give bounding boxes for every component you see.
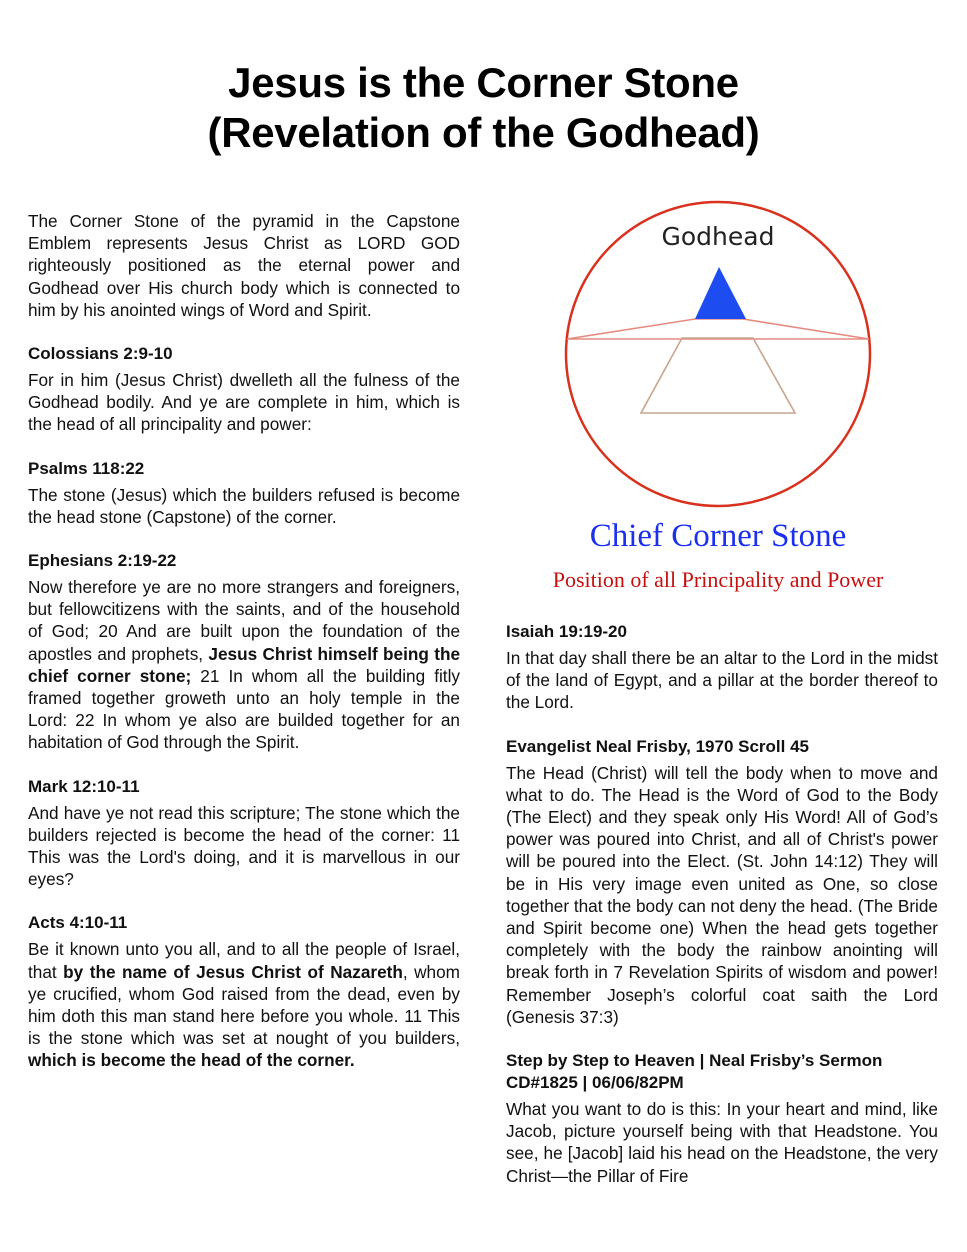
emblem-godhead-label: Godhead: [661, 222, 775, 251]
chief-corner-stone-title: Chief Corner Stone: [589, 518, 847, 554]
isaiah-heading: Isaiah 19:19-20: [506, 622, 627, 641]
ephesians-text: [28, 576, 460, 754]
capstone-emblem: [564, 199, 872, 509]
acts-heading: Acts 4:10-11: [28, 913, 128, 933]
ephesians-text-part-b: 21 In whom all the building fitly framed together groweth unto an holy temple in the Lord: 22 In whom ye also are builded together for an habitation of God through the Spirit.: [28, 665, 460, 753]
mark-heading: Mark 12:10-11: [28, 776, 140, 796]
psalms-text: The stone (Jesus) which the builders refused is become the head stone (Capstone) of the corner.: [28, 484, 460, 527]
colossians-heading: Colossians 2:9-10: [28, 344, 173, 364]
page-title: [0, 58, 967, 158]
isaiah-text: In that day shall there be an altar to the Lord in the midst of the land of Egypt, and a pillar at the border thereof to the Lord.: [506, 648, 938, 713]
sermon-block: [506, 1050, 938, 1187]
acts-text-part-a: Be it known unto you all, and to all the people of Israel, that: [28, 939, 460, 982]
right-column: [506, 621, 938, 1209]
acts-text-bold-2: which is become the head of the corner.: [28, 1050, 355, 1071]
mark-text: And have ye not read this scripture; The stone which the builders rejected is become the head of the corner: 11 This was the Lord's doing, and it is marvellous in our eyes?: [28, 802, 460, 890]
ephesians-heading: Ephesians 2:19-22: [28, 551, 177, 571]
sermon-heading: Step by Step to Heaven | Neal Frisby’s Sermon CD#1825 | 06/06/82PM: [506, 1051, 883, 1093]
intro-paragraph: The Corner Stone of the pyramid in the Capstone Emblem represents Jesus Christ as LORD GOD righteously positioned as the eternal power and Godhead over His church body which is connected to him by his anointed wings of Word and Spirit.: [28, 211, 460, 320]
acts-text-bold-1: by the name of Jesus Christ of Nazareth: [63, 961, 403, 982]
ephesians-text-part-a: Now therefore ye are no more strangers and foreigners, but fellowcitizens with the saints, and of the household of God; 20 And are built upon the foundation of the apostles and prophets,: [28, 577, 460, 664]
ephesians-text-bold: Jesus Christ himself being the chief corner stone;: [28, 643, 461, 686]
frisby-scroll-heading: Evangelist Neal Frisby, 1970 Scroll 45: [506, 736, 810, 756]
ephesians-block: [28, 550, 460, 754]
left-column: [28, 210, 460, 1094]
title-line-2: (Revelation of the Godhead): [207, 109, 760, 156]
colossians-block: [28, 343, 460, 436]
acts-block: [28, 912, 460, 1071]
frisby-scroll-block: [506, 736, 938, 1028]
psalms-heading: Psalms 118:22: [28, 458, 145, 478]
sermon-text: What you want to do is this: In your heart and mind, like Jacob, picture yourself being with that Headstone. You see, he [Jacob] laid his head on the Headstone, the very Christ—the Pillar of Fire: [506, 1099, 938, 1186]
intro-block: [28, 210, 460, 321]
psalms-block: [28, 458, 460, 528]
frisby-scroll-text: The Head (Christ) will tell the body when to move and what to do. The Head is the Word of God to the Body (The Elect) and they speak only His Word! All of God’s power was poured into Christ, and all of Christ's power will be poured into the Elect. (St. John 14:12) They will be in His very image even united as One, so close together that the body can not deny the head. (The Bride and Spirit become one) When the head gets together completely with the body the rainbow anointing will break forth in 7 Revelation Spirits of wisdom and power! Remember Joseph’s colorful coat saith the Lord (Genesis 37:3): [506, 762, 938, 1027]
colossians-text: For in him (Jesus Christ) dwelleth all the fulness of the Godhead bodily. And ye are complete in him, which is the head of all principality and power:: [28, 370, 460, 435]
title-line-1: Jesus is the Corner Stone: [228, 59, 739, 106]
chief-corner-stone-subtitle: Position of all Principality and Power: [552, 567, 884, 592]
acts-text-part-b: , whom ye crucified, whom God raised from the dead, even by him doth this man stand here before you whole. 11 This is the stone which was set at nought of you builders,: [28, 961, 460, 1049]
mark-block: [28, 776, 460, 891]
isaiah-block: [506, 621, 938, 714]
acts-text: [28, 938, 460, 1071]
